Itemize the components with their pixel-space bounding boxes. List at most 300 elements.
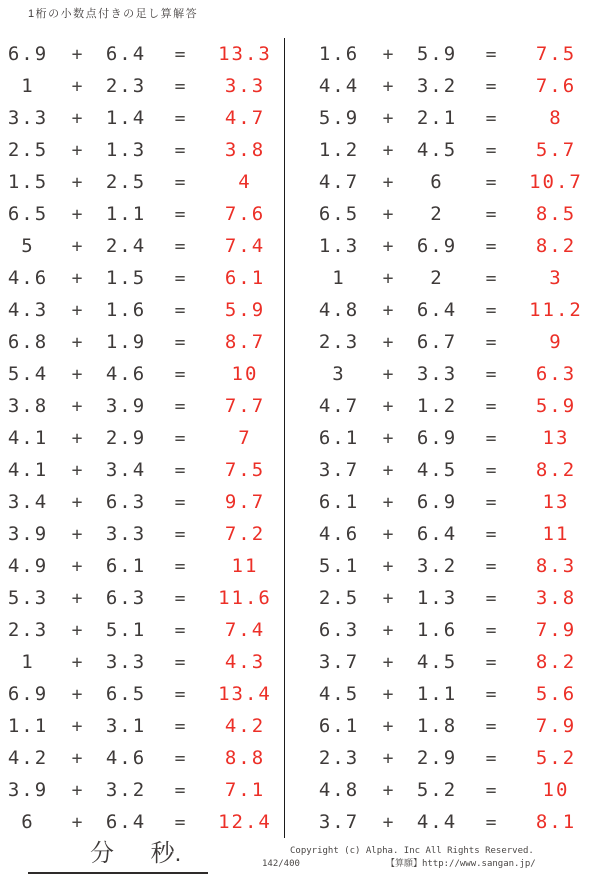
- operand-b: 1.9: [105, 331, 147, 353]
- operand-a: 1.2: [318, 139, 360, 161]
- operand-a: 4.8: [318, 779, 360, 801]
- plus-operator: +: [71, 619, 83, 641]
- answer-value: 8.3: [535, 555, 577, 577]
- equals-sign: =: [174, 523, 186, 545]
- operand-b: 6.4: [105, 811, 147, 833]
- operand-a: 2.3: [7, 619, 49, 641]
- plus-operator: +: [71, 587, 83, 609]
- equals-sign: =: [174, 651, 186, 673]
- equals-sign: =: [485, 427, 497, 449]
- problem-row: [291, 678, 600, 710]
- equals-sign: =: [174, 555, 186, 577]
- equals-sign: =: [174, 779, 186, 801]
- footer-credits: [262, 845, 592, 871]
- operand-a: 1.1: [7, 715, 49, 737]
- seconds-label: 秒.: [150, 840, 182, 867]
- operand-a: 2.3: [318, 747, 360, 769]
- operand-b: 1.3: [105, 139, 147, 161]
- operand-a: 6: [21, 811, 35, 833]
- problem-row: [0, 614, 284, 646]
- answer-value: 10.7: [529, 171, 583, 193]
- plus-operator: +: [382, 747, 394, 769]
- problem-row: [291, 230, 600, 262]
- equals-sign: =: [174, 587, 186, 609]
- equals-sign: =: [485, 651, 497, 673]
- operand-a: 1.5: [7, 171, 49, 193]
- problems-area: [0, 38, 600, 838]
- equals-sign: =: [485, 715, 497, 737]
- plus-operator: +: [382, 331, 394, 353]
- answer-value: 3.8: [224, 139, 266, 161]
- problem-row: [291, 774, 600, 806]
- operand-b: 1.2: [416, 395, 458, 417]
- equals-sign: =: [174, 75, 186, 97]
- operand-b: 1.1: [105, 203, 147, 225]
- operand-a: 6.5: [7, 203, 49, 225]
- operand-a: 4.1: [7, 427, 49, 449]
- problem-row: [291, 166, 600, 198]
- answer-value: 3: [549, 267, 563, 289]
- operand-b: 1.6: [416, 619, 458, 641]
- operand-a: 1: [21, 75, 35, 97]
- equals-sign: =: [485, 331, 497, 353]
- problem-row: [0, 166, 284, 198]
- operand-a: 6.5: [318, 203, 360, 225]
- operand-a: 3.7: [318, 459, 360, 481]
- operand-b: 6.3: [105, 587, 147, 609]
- problem-row: [0, 806, 284, 838]
- answer-value: 13.3: [218, 43, 272, 65]
- equals-sign: =: [174, 331, 186, 353]
- answer-value: 4.2: [224, 715, 266, 737]
- operand-b: 2.3: [105, 75, 147, 97]
- operand-a: 4.3: [7, 299, 49, 321]
- operand-a: 4.5: [318, 683, 360, 705]
- operand-a: 6.1: [318, 491, 360, 513]
- equals-sign: =: [485, 779, 497, 801]
- plus-operator: +: [71, 459, 83, 481]
- answer-value: 8.2: [535, 651, 577, 673]
- answer-value: 7.5: [224, 459, 266, 481]
- equals-sign: =: [485, 171, 497, 193]
- problem-row: [0, 550, 284, 582]
- operand-b: 4.5: [416, 651, 458, 673]
- operand-b: 4.5: [416, 459, 458, 481]
- equals-sign: =: [174, 491, 186, 513]
- answer-value: 12.4: [218, 811, 272, 833]
- equals-sign: =: [485, 619, 497, 641]
- equals-sign: =: [174, 459, 186, 481]
- plus-operator: +: [71, 715, 83, 737]
- plus-operator: +: [382, 555, 394, 577]
- equals-sign: =: [485, 267, 497, 289]
- operand-b: 6.5: [105, 683, 147, 705]
- equals-sign: =: [174, 43, 186, 65]
- plus-operator: +: [382, 107, 394, 129]
- plus-operator: +: [382, 459, 394, 481]
- operand-a: 4.8: [318, 299, 360, 321]
- problem-row: [0, 294, 284, 326]
- equals-sign: =: [174, 683, 186, 705]
- problem-row: [291, 582, 600, 614]
- operand-b: 5.1: [105, 619, 147, 641]
- operand-a: 3.4: [7, 491, 49, 513]
- answer-value: 7: [238, 427, 252, 449]
- answer-value: 8.2: [535, 235, 577, 257]
- operand-b: 4.6: [105, 363, 147, 385]
- plus-operator: +: [382, 491, 394, 513]
- operand-b: 1.6: [105, 299, 147, 321]
- operand-a: 5: [21, 235, 35, 257]
- answer-value: 8: [549, 107, 563, 129]
- problem-row: [291, 326, 600, 358]
- equals-sign: =: [174, 619, 186, 641]
- plus-operator: +: [382, 203, 394, 225]
- answer-value: 11: [542, 523, 570, 545]
- answer-value: 7.9: [535, 715, 577, 737]
- answer-value: 8.2: [535, 459, 577, 481]
- answer-value: 7.7: [224, 395, 266, 417]
- equals-sign: =: [485, 107, 497, 129]
- problem-row: [0, 774, 284, 806]
- problem-row: [0, 710, 284, 742]
- equals-sign: =: [485, 363, 497, 385]
- operand-a: 1.3: [318, 235, 360, 257]
- problem-row: [0, 742, 284, 774]
- equals-sign: =: [174, 811, 186, 833]
- plus-operator: +: [382, 587, 394, 609]
- answer-value: 5.6: [535, 683, 577, 705]
- plus-operator: +: [71, 811, 83, 833]
- operand-a: 4.9: [7, 555, 49, 577]
- operand-a: 4.4: [318, 75, 360, 97]
- plus-operator: +: [71, 363, 83, 385]
- answer-value: 7.1: [224, 779, 266, 801]
- operand-a: 3.7: [318, 651, 360, 673]
- operand-a: 3.8: [7, 395, 49, 417]
- plus-operator: +: [71, 555, 83, 577]
- answer-value: 4.7: [224, 107, 266, 129]
- operand-a: 2.3: [318, 331, 360, 353]
- problem-row: [0, 390, 284, 422]
- problem-row: [0, 678, 284, 710]
- equals-sign: =: [174, 363, 186, 385]
- operand-b: 6.4: [416, 523, 458, 545]
- operand-a: 4.1: [7, 459, 49, 481]
- plus-operator: +: [382, 395, 394, 417]
- operand-a: 4.7: [318, 395, 360, 417]
- problem-row: [291, 646, 600, 678]
- operand-a: 6.1: [318, 427, 360, 449]
- plus-operator: +: [71, 75, 83, 97]
- minutes-label: 分: [90, 840, 114, 867]
- operand-b: 3.3: [105, 523, 147, 545]
- operand-a: 5.9: [318, 107, 360, 129]
- problem-row: [291, 806, 600, 838]
- operand-a: 6.1: [318, 715, 360, 737]
- problems-column-right: [285, 38, 600, 838]
- problem-row: [0, 518, 284, 550]
- plus-operator: +: [71, 267, 83, 289]
- equals-sign: =: [174, 235, 186, 257]
- equals-sign: =: [485, 299, 497, 321]
- plus-operator: +: [382, 523, 394, 545]
- operand-a: 6.3: [318, 619, 360, 641]
- operand-b: 3.1: [105, 715, 147, 737]
- problem-row: [0, 358, 284, 390]
- site-url: 【算願】http://www.sangan.jp/: [385, 859, 536, 869]
- problem-row: [291, 614, 600, 646]
- page-title: 1桁の小数点付きの足し算解答: [28, 8, 199, 20]
- equals-sign: =: [485, 491, 497, 513]
- answer-value: 3.3: [224, 75, 266, 97]
- operand-a: 4.2: [7, 747, 49, 769]
- problem-row: [291, 486, 600, 518]
- plus-operator: +: [71, 747, 83, 769]
- operand-b: 6.3: [105, 491, 147, 513]
- problem-row: [291, 390, 600, 422]
- operand-b: 1.1: [416, 683, 458, 705]
- plus-operator: +: [71, 651, 83, 673]
- answer-value: 13: [542, 491, 570, 513]
- operand-b: 6.9: [416, 491, 458, 513]
- answer-value: 5.2: [535, 747, 577, 769]
- equals-sign: =: [485, 203, 497, 225]
- time-fill-in-line: [28, 838, 208, 874]
- problem-row: [291, 550, 600, 582]
- operand-b: 3.4: [105, 459, 147, 481]
- answer-value: 8.8: [224, 747, 266, 769]
- problem-row: [291, 454, 600, 486]
- operand-b: 1.3: [416, 587, 458, 609]
- answer-value: 4.3: [224, 651, 266, 673]
- problem-row: [0, 102, 284, 134]
- plus-operator: +: [71, 171, 83, 193]
- equals-sign: =: [174, 395, 186, 417]
- equals-sign: =: [174, 299, 186, 321]
- operand-a: 5.1: [318, 555, 360, 577]
- operand-a: 3.9: [7, 779, 49, 801]
- equals-sign: =: [174, 107, 186, 129]
- operand-a: 3.9: [7, 523, 49, 545]
- equals-sign: =: [485, 747, 497, 769]
- answer-value: 6.3: [535, 363, 577, 385]
- operand-b: 6.9: [416, 235, 458, 257]
- plus-operator: +: [382, 683, 394, 705]
- page-number: 142/400: [262, 859, 300, 869]
- answer-value: 10: [231, 363, 259, 385]
- equals-sign: =: [174, 747, 186, 769]
- operand-b: 6.1: [105, 555, 147, 577]
- answer-value: 11: [231, 555, 259, 577]
- answer-value: 11.2: [529, 299, 583, 321]
- equals-sign: =: [174, 139, 186, 161]
- equals-sign: =: [485, 235, 497, 257]
- operand-b: 3.9: [105, 395, 147, 417]
- problem-row: [291, 198, 600, 230]
- plus-operator: +: [382, 139, 394, 161]
- answer-value: 9.7: [224, 491, 266, 513]
- equals-sign: =: [485, 811, 497, 833]
- plus-operator: +: [382, 427, 394, 449]
- plus-operator: +: [382, 779, 394, 801]
- operand-b: 3.3: [105, 651, 147, 673]
- operand-a: 3: [332, 363, 346, 385]
- operand-b: 4.6: [105, 747, 147, 769]
- equals-sign: =: [485, 43, 497, 65]
- operand-b: 4.5: [416, 139, 458, 161]
- answer-value: 3.8: [535, 587, 577, 609]
- operand-b: 6.7: [416, 331, 458, 353]
- problem-row: [0, 198, 284, 230]
- plus-operator: +: [382, 75, 394, 97]
- plus-operator: +: [71, 107, 83, 129]
- problem-row: [0, 486, 284, 518]
- operand-a: 1: [332, 267, 346, 289]
- plus-operator: +: [382, 651, 394, 673]
- plus-operator: +: [71, 203, 83, 225]
- answer-value: 6.1: [224, 267, 266, 289]
- answer-value: 7.5: [535, 43, 577, 65]
- problem-row: [291, 38, 600, 70]
- answer-value: 5.9: [224, 299, 266, 321]
- plus-operator: +: [71, 331, 83, 353]
- operand-a: 3.3: [7, 107, 49, 129]
- plus-operator: +: [382, 619, 394, 641]
- plus-operator: +: [71, 779, 83, 801]
- equals-sign: =: [485, 683, 497, 705]
- equals-sign: =: [174, 171, 186, 193]
- answer-value: 7.6: [535, 75, 577, 97]
- problem-row: [0, 262, 284, 294]
- operand-b: 2.1: [416, 107, 458, 129]
- operand-b: 2.4: [105, 235, 147, 257]
- operand-b: 6.4: [105, 43, 147, 65]
- operand-b: 1.4: [105, 107, 147, 129]
- plus-operator: +: [71, 43, 83, 65]
- problem-row: [291, 134, 600, 166]
- operand-b: 6.4: [416, 299, 458, 321]
- plus-operator: +: [71, 139, 83, 161]
- plus-operator: +: [71, 395, 83, 417]
- problem-row: [0, 38, 284, 70]
- problem-row: [0, 454, 284, 486]
- problem-row: [291, 102, 600, 134]
- operand-a: 6.8: [7, 331, 49, 353]
- operand-b: 3.2: [105, 779, 147, 801]
- equals-sign: =: [485, 555, 497, 577]
- equals-sign: =: [174, 427, 186, 449]
- plus-operator: +: [382, 171, 394, 193]
- plus-operator: +: [382, 235, 394, 257]
- answer-value: 8.7: [224, 331, 266, 353]
- operand-b: 1.8: [416, 715, 458, 737]
- equals-sign: =: [485, 139, 497, 161]
- operand-b: 2.9: [105, 427, 147, 449]
- problem-row: [291, 422, 600, 454]
- problem-row: [0, 230, 284, 262]
- operand-a: 2.5: [318, 587, 360, 609]
- problem-row: [291, 70, 600, 102]
- operand-a: 5.3: [7, 587, 49, 609]
- answer-value: 7.6: [224, 203, 266, 225]
- plus-operator: +: [71, 427, 83, 449]
- answer-value: 7.9: [535, 619, 577, 641]
- problem-row: [0, 134, 284, 166]
- copyright-text: Copyright (c) Alpha. Inc All Rights Reserved.: [290, 846, 534, 856]
- problem-row: [291, 294, 600, 326]
- plus-operator: +: [382, 811, 394, 833]
- operand-b: 2.5: [105, 171, 147, 193]
- equals-sign: =: [485, 395, 497, 417]
- operand-b: 5.2: [416, 779, 458, 801]
- operand-b: 4.4: [416, 811, 458, 833]
- plus-operator: +: [382, 299, 394, 321]
- equals-sign: =: [485, 587, 497, 609]
- problem-row: [0, 646, 284, 678]
- problem-row: [291, 710, 600, 742]
- problem-row: [291, 742, 600, 774]
- problem-row: [0, 422, 284, 454]
- operand-a: 4.6: [318, 523, 360, 545]
- equals-sign: =: [174, 715, 186, 737]
- plus-operator: +: [71, 683, 83, 705]
- problem-row: [291, 262, 600, 294]
- problem-row: [291, 358, 600, 390]
- operand-b: 2.9: [416, 747, 458, 769]
- problems-column-left: [0, 38, 284, 838]
- operand-a: 1: [21, 651, 35, 673]
- operand-b: 3.2: [416, 75, 458, 97]
- operand-b: 2: [430, 267, 444, 289]
- plus-operator: +: [382, 267, 394, 289]
- plus-operator: +: [71, 491, 83, 513]
- problem-row: [0, 70, 284, 102]
- answer-value: 8.5: [535, 203, 577, 225]
- answer-value: 9: [549, 331, 563, 353]
- equals-sign: =: [174, 203, 186, 225]
- operand-a: 3.7: [318, 811, 360, 833]
- plus-operator: +: [382, 43, 394, 65]
- operand-a: 5.4: [7, 363, 49, 385]
- operand-b: 5.9: [416, 43, 458, 65]
- answer-value: 7.4: [224, 235, 266, 257]
- operand-b: 3.2: [416, 555, 458, 577]
- answer-value: 7.4: [224, 619, 266, 641]
- answer-value: 8.1: [535, 811, 577, 833]
- answer-value: 11.6: [218, 587, 272, 609]
- problem-row: [0, 326, 284, 358]
- answer-value: 4: [238, 171, 252, 193]
- plus-operator: +: [382, 715, 394, 737]
- problem-row: [0, 582, 284, 614]
- operand-b: 6: [430, 171, 444, 193]
- equals-sign: =: [485, 75, 497, 97]
- answer-value: 5.9: [535, 395, 577, 417]
- plus-operator: +: [71, 523, 83, 545]
- equals-sign: =: [485, 459, 497, 481]
- operand-a: 1.6: [318, 43, 360, 65]
- answer-value: 10: [542, 779, 570, 801]
- answer-value: 13.4: [218, 683, 272, 705]
- equals-sign: =: [174, 267, 186, 289]
- equals-sign: =: [485, 523, 497, 545]
- plus-operator: +: [382, 363, 394, 385]
- answer-value: 5.7: [535, 139, 577, 161]
- problem-row: [291, 518, 600, 550]
- operand-a: 6.9: [7, 683, 49, 705]
- operand-a: 6.9: [7, 43, 49, 65]
